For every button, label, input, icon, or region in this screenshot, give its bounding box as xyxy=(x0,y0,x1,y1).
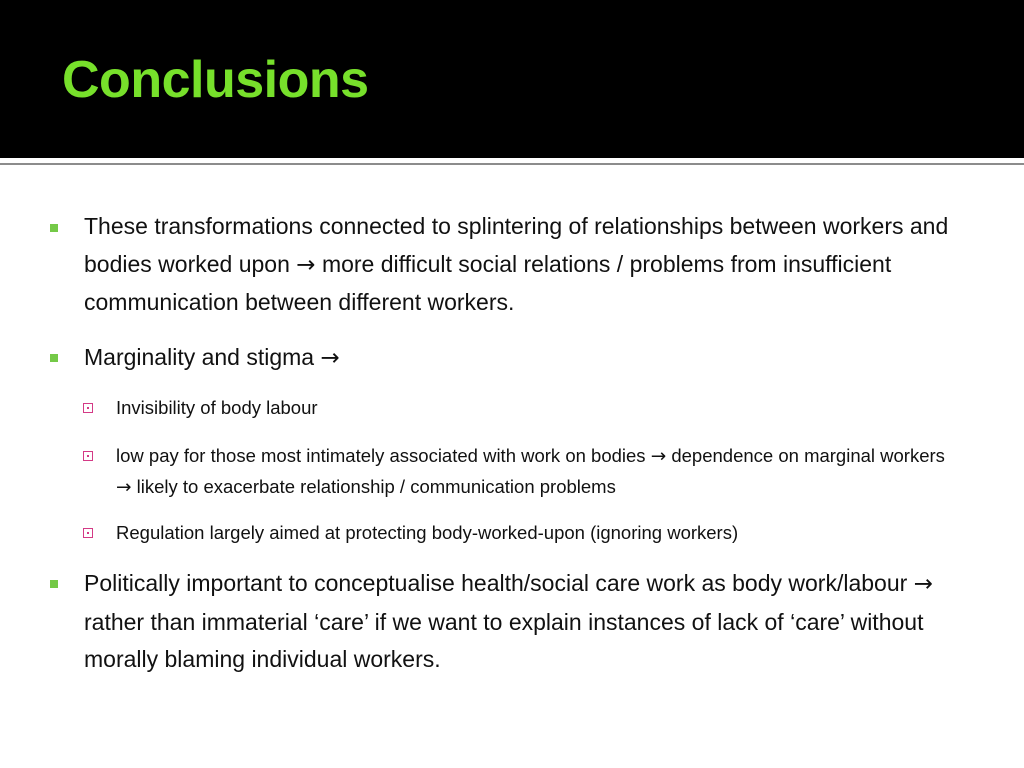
boxed-dot-bullet-icon xyxy=(83,451,93,461)
bullet-text-part: Regulation largely aimed at protecting body-worked-upon (ignoring workers) xyxy=(116,522,739,543)
bullet-text-part: likely to exacerbate relationship / communication problems xyxy=(136,476,616,497)
bullet-text xyxy=(84,208,984,322)
right-arrow-icon: → xyxy=(320,345,340,371)
bullet-text-part: Marginality and stigma xyxy=(84,344,315,370)
bullet-text xyxy=(84,565,984,679)
sub-bullet-text xyxy=(116,518,956,548)
bullet-text-part: Invisibility of body labour xyxy=(116,397,318,418)
sub-bullet-text xyxy=(116,441,956,503)
right-arrow-icon: → xyxy=(116,477,132,498)
boxed-dot-bullet-icon xyxy=(83,528,93,538)
bullet-text-part: dependence on marginal workers xyxy=(671,445,945,466)
bullet-text-part: These transformations connected to splintering of relationships between workers and bodies worked upon xyxy=(84,213,949,277)
right-arrow-icon: → xyxy=(296,251,316,278)
square-bullet-icon xyxy=(50,224,58,232)
slide-title: Conclusions xyxy=(62,51,369,109)
square-bullet-icon xyxy=(50,354,58,362)
right-arrow-icon: → xyxy=(650,446,667,467)
bullet-text-part: more difficult social relations / problems from insufficient communication between different workers. xyxy=(84,250,892,315)
bullet-text xyxy=(84,339,984,378)
bullet-text-part: Politically important to conceptualise health/social care work as body work/labour xyxy=(84,570,908,596)
sub-bullet-text xyxy=(116,393,956,423)
right-arrow-icon: → xyxy=(913,571,933,597)
bullet-text-part: low pay for those most intimately associated with work on bodies xyxy=(116,445,646,466)
square-bullet-icon xyxy=(50,580,58,588)
boxed-dot-bullet-icon xyxy=(83,403,93,413)
bullet-text-part: rather than immaterial ‘care’ if we want to explain instances of lack of ‘care’ without morally blaming individual workers. xyxy=(84,608,924,672)
